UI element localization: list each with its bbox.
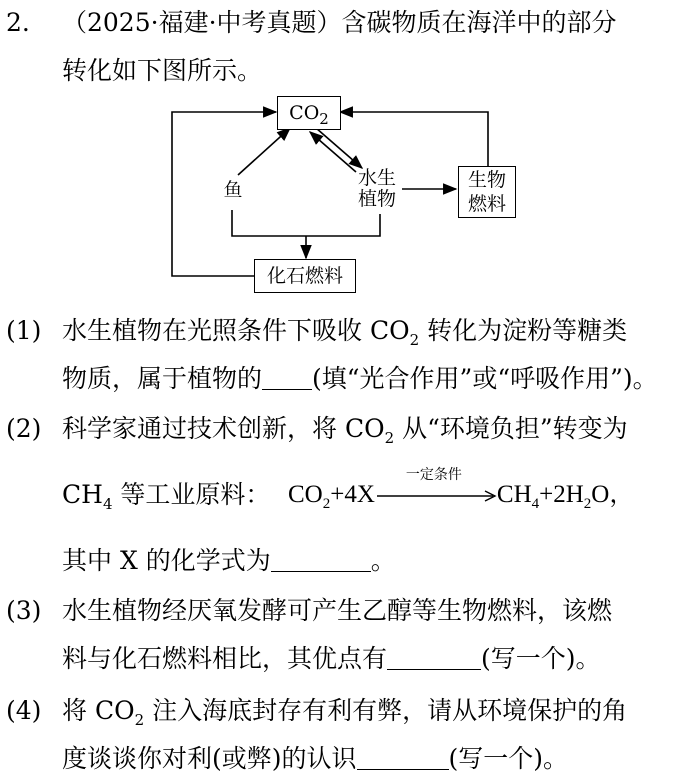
chemical-equation — [288, 467, 635, 512]
equation-products: $CH_4+2H_2O$， — [496, 481, 635, 512]
fish-label: 鱼 — [223, 179, 243, 201]
diagram-arrows — [0, 0, 695, 300]
line-fish-plant-to-fossil — [232, 210, 380, 236]
reaction-condition: 一定条件 — [405, 467, 462, 484]
reaction-arrow-icon — [375, 486, 497, 506]
q4-answer-blank[interactable] — [357, 747, 449, 770]
q1-line1: 水生植物在光照条件下吸收 $CO_2$ 转化为淀粉等糖类 — [62, 316, 628, 349]
q2-line2: $CH_4$ 等工业原料： — [62, 480, 271, 513]
arrow-co2-to-plant — [316, 128, 362, 168]
q4-line2: 度谈谈你对利(或弊)的认识 (写一个)。 — [62, 744, 569, 773]
q2-number: (2) — [6, 414, 42, 443]
biofuel-box: 生物 燃料 — [458, 166, 516, 218]
q4-number: (4) — [6, 696, 42, 725]
question-number: 2. — [6, 8, 30, 37]
q3-answer-blank[interactable] — [387, 647, 481, 670]
q2-answer-blank[interactable] — [271, 549, 371, 572]
arrow-fish-to-co2 — [238, 128, 290, 175]
q2-line1: 科学家通过技术创新，将 $CO_2$ 从“环境负担”转变为 — [62, 414, 628, 447]
arrow-plant-to-co2 — [310, 132, 356, 172]
co2-box: $CO_2$ — [277, 96, 341, 130]
aquatic-plant-label: 水生 植物 — [357, 167, 396, 210]
q1-answer-blank[interactable] — [262, 367, 312, 390]
q4-line1: 将 $CO_2$ 注入海底封存有利有弊，请从环境保护的角 — [62, 696, 628, 729]
q1-number: (1) — [6, 316, 42, 345]
q3-line2: 料与化石燃料相比，其优点有 (写一个)。 — [62, 644, 601, 673]
arrow-biofuel-to-co2 — [340, 112, 488, 166]
question-stem-text: 含碳物质在海洋中的部分 — [341, 8, 617, 37]
q3-line1: 水生植物经厌氧发酵可产生乙醇等生物燃料，该燃 — [62, 596, 613, 625]
q3-number: (3) — [6, 596, 42, 625]
q2-line3: 其中 X 的化学式为 。 — [62, 546, 396, 575]
question-stem-line2: 转化如下图所示。 — [62, 56, 263, 85]
question-source: （2025·福建·中考真题） — [62, 8, 342, 37]
reaction-arrow — [375, 467, 497, 506]
q1-line2: 物质，属于植物的 (填“光合作用”或“呼吸作用”)。 — [62, 364, 658, 393]
equation-reactants: $CO_2+4X$ — [288, 481, 375, 512]
fossil-fuel-box: 化石燃料 — [254, 259, 356, 293]
